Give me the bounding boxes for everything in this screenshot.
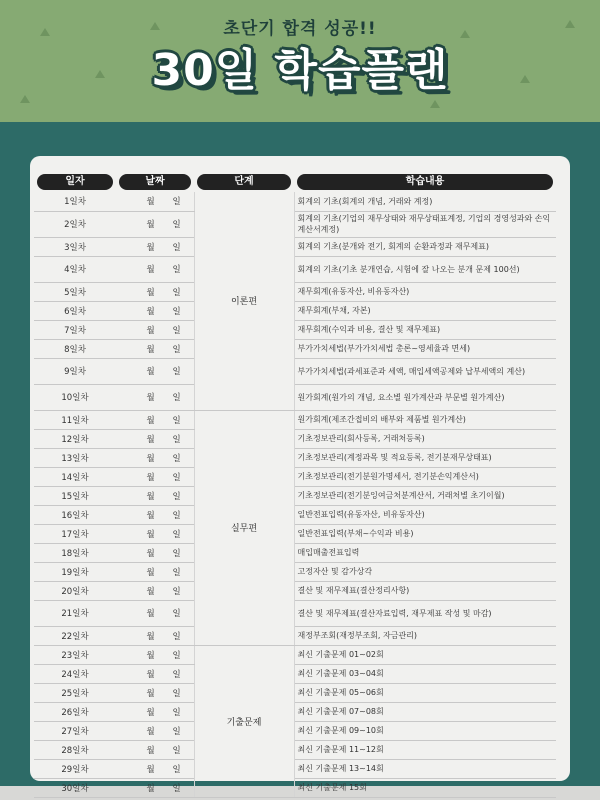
day-label: 일 <box>172 707 181 718</box>
day-label: 일 <box>172 745 181 756</box>
day-label: 일 <box>172 325 181 336</box>
day-cell: 23일차 <box>34 645 116 664</box>
content-cell: 기초정보관리(전기분잉여금처분계산서, 거래처별 초기이월) <box>294 486 556 505</box>
day-cell: 20일차 <box>34 581 116 600</box>
triangle-decoration <box>430 100 440 108</box>
content-cell: 부가가치세법(과세표준과 세액, 매입세액공제와 납부세액의 계산) <box>294 358 556 384</box>
day-label: 일 <box>172 220 181 230</box>
day-cell: 11일차 <box>34 410 116 429</box>
day-cell: 30일차 <box>34 778 116 797</box>
month-label: 월 <box>146 472 155 483</box>
content-cell: 재무회계(유동자산, 비유동자산) <box>294 282 556 301</box>
day-label: 일 <box>172 472 181 483</box>
content-cell: 최신 기출문제 13~14회 <box>294 759 556 778</box>
content-cell: 최신 기출문제 15회 <box>294 778 556 797</box>
day-cell: 17일차 <box>34 524 116 543</box>
day-cell: 1일차 <box>34 192 116 211</box>
date-cell[interactable] <box>116 683 194 702</box>
date-cell[interactable] <box>116 429 194 448</box>
table-row <box>34 282 556 301</box>
table-row <box>34 664 556 683</box>
month-label: 월 <box>146 688 155 699</box>
day-label: 일 <box>172 669 181 680</box>
date-cell[interactable] <box>116 410 194 429</box>
day-cell: 24일차 <box>34 664 116 683</box>
table-row <box>34 358 556 384</box>
table-row <box>34 759 556 778</box>
month-label: 월 <box>146 344 155 355</box>
content-cell: 기초정보관리(계정과목 및 적요등록, 전기분재무상태표) <box>294 448 556 467</box>
column-header-date: 날짜 <box>119 174 191 190</box>
date-cell[interactable] <box>116 486 194 505</box>
date-cell[interactable] <box>116 256 194 282</box>
date-cell[interactable] <box>116 467 194 486</box>
table-row <box>34 645 556 664</box>
table-row <box>34 543 556 562</box>
table-row <box>34 237 556 256</box>
date-cell[interactable] <box>116 505 194 524</box>
table-row <box>34 600 556 626</box>
content-cell: 회계의 기초(기업의 재무상태와 재무상태표계정, 기업의 경영성과와 손익계산서계정) <box>294 211 556 237</box>
content-cell: 결산 및 재무제표(결산자료입력, 재무제표 작성 및 마감) <box>294 600 556 626</box>
day-label: 일 <box>172 344 181 355</box>
day-label: 일 <box>172 434 181 445</box>
day-label: 일 <box>172 453 181 464</box>
month-label: 월 <box>146 491 155 502</box>
month-label: 월 <box>146 306 155 317</box>
day-label: 일 <box>172 548 181 559</box>
table-row <box>34 505 556 524</box>
month-label: 월 <box>146 726 155 737</box>
month-label: 월 <box>146 434 155 445</box>
content-cell: 최신 기출문제 05~06회 <box>294 683 556 702</box>
month-label: 월 <box>146 650 155 661</box>
stage-cell: 이론편 <box>194 192 294 410</box>
date-cell[interactable] <box>116 543 194 562</box>
day-cell: 12일차 <box>34 429 116 448</box>
column-header-stage: 단계 <box>197 174 291 190</box>
month-label: 월 <box>146 415 155 426</box>
content-cell: 최신 기출문제 09~10회 <box>294 721 556 740</box>
content-cell: 결산 및 재무제표(결산정리사항) <box>294 581 556 600</box>
month-label: 월 <box>146 567 155 578</box>
study-plan-table <box>34 172 556 798</box>
month-label: 월 <box>146 707 155 718</box>
stage-cell: 기출문제 <box>194 645 294 797</box>
day-cell: 3일차 <box>34 237 116 256</box>
day-cell: 29일차 <box>34 759 116 778</box>
day-cell: 14일차 <box>34 467 116 486</box>
day-cell: 18일차 <box>34 543 116 562</box>
date-cell[interactable] <box>116 448 194 467</box>
content-cell: 원가회계(제조간접비의 배부와 제품별 원가계산) <box>294 410 556 429</box>
day-label: 일 <box>172 415 181 426</box>
day-label: 일 <box>172 650 181 661</box>
date-cell[interactable] <box>116 237 194 256</box>
column-header-day: 일자 <box>37 174 113 190</box>
table-row <box>34 384 556 410</box>
table-row <box>34 740 556 759</box>
day-cell: 10일차 <box>34 384 116 410</box>
day-label: 일 <box>172 306 181 317</box>
date-cell[interactable] <box>116 524 194 543</box>
content-cell: 매입매출전표입력 <box>294 543 556 562</box>
day-label: 일 <box>172 287 181 298</box>
day-label: 일 <box>172 491 181 502</box>
content-cell: 회계의 기초(기초 분개연습, 시험에 잘 나오는 분개 문제 100선) <box>294 256 556 282</box>
content-cell: 기초정보관리(전기분원가명세서, 전기분손익계산서) <box>294 467 556 486</box>
month-label: 월 <box>146 510 155 521</box>
day-label: 일 <box>172 631 181 642</box>
month-label: 월 <box>146 609 155 619</box>
day-label: 일 <box>172 609 181 619</box>
content-cell: 최신 기출문제 01~02회 <box>294 645 556 664</box>
table-row <box>34 581 556 600</box>
column-header-content: 학습내용 <box>297 174 553 190</box>
header-subtitle: 초단기 합격 성공!! <box>223 19 377 39</box>
month-label: 월 <box>146 367 155 377</box>
table-header-row <box>34 172 556 192</box>
table-row <box>34 410 556 429</box>
page-title: 30일 학습플랜 <box>151 45 449 96</box>
table-row <box>34 524 556 543</box>
day-label: 일 <box>172 764 181 775</box>
table-row <box>34 192 556 211</box>
content-cell: 최신 기출문제 07~08회 <box>294 702 556 721</box>
content-cell: 재정부조회(재정부조회, 자금관리) <box>294 626 556 645</box>
table-row <box>34 626 556 645</box>
table-row <box>34 339 556 358</box>
content-cell: 고정자산 및 감가상각 <box>294 562 556 581</box>
month-label: 월 <box>146 242 155 253</box>
content-cell: 최신 기출문제 11~12회 <box>294 740 556 759</box>
month-label: 월 <box>146 529 155 540</box>
content-cell: 원가회계(원가의 개념, 요소별 원가계산과 부문별 원가계산) <box>294 384 556 410</box>
day-label: 일 <box>172 529 181 540</box>
day-label: 일 <box>172 726 181 737</box>
date-cell[interactable] <box>116 600 194 626</box>
table-row <box>34 429 556 448</box>
month-label: 월 <box>146 393 155 403</box>
month-label: 월 <box>146 197 155 208</box>
content-cell: 일반전표입력(부채~수익과 비용) <box>294 524 556 543</box>
day-label: 일 <box>172 586 181 597</box>
date-cell[interactable] <box>116 320 194 339</box>
day-label: 일 <box>172 510 181 521</box>
day-cell: 21일차 <box>34 600 116 626</box>
table-row <box>34 320 556 339</box>
table-body <box>34 192 556 797</box>
content-cell: 일반전표입력(유동자산, 비유동자산) <box>294 505 556 524</box>
date-cell[interactable] <box>116 740 194 759</box>
month-label: 월 <box>146 548 155 559</box>
date-cell[interactable] <box>116 358 194 384</box>
day-cell: 19일차 <box>34 562 116 581</box>
month-label: 월 <box>146 586 155 597</box>
day-cell: 8일차 <box>34 339 116 358</box>
day-cell: 13일차 <box>34 448 116 467</box>
date-cell[interactable] <box>116 702 194 721</box>
table-row <box>34 721 556 740</box>
day-cell: 5일차 <box>34 282 116 301</box>
date-cell[interactable] <box>116 211 194 237</box>
date-cell[interactable] <box>116 339 194 358</box>
day-label: 일 <box>172 688 181 699</box>
table-row <box>34 562 556 581</box>
day-cell: 7일차 <box>34 320 116 339</box>
month-label: 월 <box>146 325 155 336</box>
table-row <box>34 486 556 505</box>
table-row <box>34 683 556 702</box>
day-cell: 22일차 <box>34 626 116 645</box>
month-label: 월 <box>146 631 155 642</box>
date-cell[interactable] <box>116 759 194 778</box>
day-cell: 6일차 <box>34 301 116 320</box>
day-label: 일 <box>172 367 181 377</box>
day-cell: 26일차 <box>34 702 116 721</box>
month-label: 월 <box>146 745 155 756</box>
date-cell[interactable] <box>116 581 194 600</box>
table-row <box>34 467 556 486</box>
day-cell: 16일차 <box>34 505 116 524</box>
content-cell: 재무회계(수익과 비용, 결산 및 재무제표) <box>294 320 556 339</box>
date-cell[interactable] <box>116 664 194 683</box>
content-cell: 기초정보관리(회사등록, 거래처등록) <box>294 429 556 448</box>
day-cell: 4일차 <box>34 256 116 282</box>
month-label: 월 <box>146 669 155 680</box>
day-cell: 28일차 <box>34 740 116 759</box>
table-row <box>34 211 556 237</box>
date-cell[interactable] <box>116 282 194 301</box>
date-cell[interactable] <box>116 192 194 211</box>
day-label: 일 <box>172 783 181 794</box>
day-label: 일 <box>172 393 181 403</box>
month-label: 월 <box>146 453 155 464</box>
day-cell: 25일차 <box>34 683 116 702</box>
month-label: 월 <box>146 265 155 275</box>
month-label: 월 <box>146 287 155 298</box>
table-row <box>34 301 556 320</box>
day-label: 일 <box>172 567 181 578</box>
month-label: 월 <box>146 783 155 794</box>
day-label: 일 <box>172 242 181 253</box>
day-label: 일 <box>172 265 181 275</box>
table-row <box>34 256 556 282</box>
day-cell: 2일차 <box>34 211 116 237</box>
table-row <box>34 778 556 797</box>
content-cell: 회계의 기초(회계의 개념, 거래와 계정) <box>294 192 556 211</box>
table-row <box>34 448 556 467</box>
day-label: 일 <box>172 197 181 208</box>
table-row <box>34 702 556 721</box>
month-label: 월 <box>146 764 155 775</box>
day-cell: 27일차 <box>34 721 116 740</box>
date-cell[interactable] <box>116 645 194 664</box>
date-cell[interactable] <box>116 562 194 581</box>
content-cell: 최신 기출문제 03~04회 <box>294 664 556 683</box>
date-cell[interactable] <box>116 301 194 320</box>
date-cell[interactable] <box>116 721 194 740</box>
content-cell: 회계의 기초(분개와 전기, 회계의 순환과정과 재무제표) <box>294 237 556 256</box>
day-cell: 9일차 <box>34 358 116 384</box>
date-cell[interactable] <box>116 778 194 797</box>
month-label: 월 <box>146 220 155 230</box>
day-cell: 15일차 <box>34 486 116 505</box>
date-cell[interactable] <box>116 384 194 410</box>
content-cell: 부가가치세법(부가가치세법 총론~영세율과 면세) <box>294 339 556 358</box>
stage-cell: 실무편 <box>194 410 294 645</box>
date-cell[interactable] <box>116 626 194 645</box>
content-cell: 재무회계(부채, 자본) <box>294 301 556 320</box>
